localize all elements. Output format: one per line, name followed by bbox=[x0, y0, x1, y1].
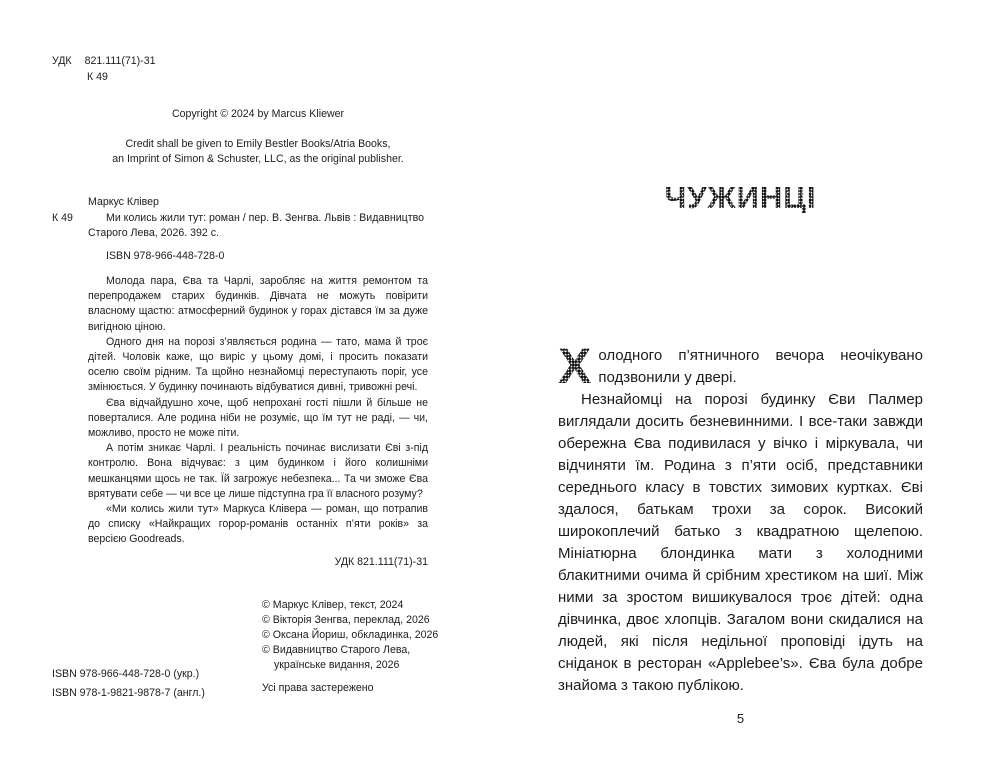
opening-text: олодного п’ятничного вечора неочікувано подзвонили у двері. bbox=[598, 347, 923, 386]
author-code: К 49 bbox=[87, 71, 108, 83]
catalog-isbn: ISBN 978-966-448-728-0 bbox=[106, 250, 225, 262]
copyright-credit-line: © Видавництво Старого Лева, українське видання, 2026 bbox=[262, 644, 411, 671]
udk-footer: УДК 821.111(71)-31 bbox=[334, 556, 428, 568]
page-number: 5 bbox=[736, 711, 745, 726]
copyright-notice: Copyright © 2024 by Marcus Kliewer bbox=[171, 108, 345, 120]
credit-note-line: an Imprint of Simon & Schuster, LLC, as the original publisher. bbox=[112, 153, 404, 165]
catalog-margin-code: К 49 bbox=[52, 212, 73, 224]
udk-number: 821.111(71)-31 bbox=[84, 55, 156, 67]
catalog-entry: Ми колись жили тут: роман / пер. В. Зенгва. Львів : Видавництво Старого Лева, 2026. 392 с. bbox=[88, 212, 424, 239]
annotation-paragraph: Єва відчайдушно хоче, щоб непрохані гості пішли й більше не поверталися. Але родина ніби не розуміє, що їм тут не раді, — чи, можливо, просто не може піти. bbox=[88, 396, 428, 440]
copyright-credit-line: © Вікторія Зенгва, переклад, 2026 bbox=[262, 614, 430, 626]
opening-paragraph bbox=[558, 338, 923, 394]
body-paragraph: Незнайомці на порозі будинку Єви Палмер виглядали досить безневинними. І все-таки завжди обережна Єва подивилася у вічко і міркувала, чи відчиняти їм. Родина з п’яти осіб, представники середнього класу в товстих зимових куртках. Єві здалося, батькам трохи за сорок. Високий широкоплечий батько з квадратною щелепою. Мініатюрна блондинка мати з холодними блакитними очима й срібним хрестиком на шиї. Між ними за зростом вишикувалося троє дітей: одна дівчинка, двоє хлопців. Загалом вони скидалися на людей, які після недільної проповіді ідуть на сніданок в ресторан «Applebee’s». Єва була добре знайома з такою публікою. bbox=[558, 391, 923, 694]
annotation-paragraph: Молода пара, Єва та Чарлі, заробляє на життя ремонтом та перепродажем старих будинків. Дівчата не можуть повірити власному щастю: атмосферний будинок у горах дістався їм за дуже вигідною ціною. bbox=[88, 275, 428, 333]
isbn-ukrainian: ISBN 978-966-448-728-0 (укр.) bbox=[52, 668, 200, 680]
catalog-author: Маркус Клівер bbox=[88, 196, 159, 208]
annotation-paragraph: А потім зникає Чарлі. І реальність починає вислизати Єві з-під контролю. Вона відчуває: з цим будинком і його колишніми мешканцями щось не так. Їй загрожує небезпека... Та чи зможе Єва врятувати себе — чи все це лише підступна гра її власного розуму? bbox=[88, 442, 428, 500]
credit-note bbox=[88, 137, 428, 167]
copyright-credit-line: © Маркус Клівер, текст, 2024 bbox=[262, 599, 404, 611]
isbn-english: ISBN 978-1-9821-9878-7 (англ.) bbox=[52, 687, 205, 699]
credit-note-line: Credit shall be given to Emily Bestler Books/Atria Books, bbox=[125, 138, 391, 150]
udk-header bbox=[52, 55, 155, 67]
copyright-credit-line: © Оксана Йориш, обкладинка, 2026 bbox=[262, 629, 439, 641]
rights-reserved: Усі права застережено bbox=[262, 682, 374, 694]
udk-label: УДК bbox=[52, 55, 72, 67]
annotation-paragraph: «Ми колись жили тут» Маркуса Клівера — роман, що потрапив до списку «Найкращих горор-романів останніх п’яти років» за версією Goodreads. bbox=[88, 503, 428, 546]
isbn-block bbox=[52, 665, 205, 703]
annotation-block bbox=[88, 274, 428, 548]
drop-cap: Х bbox=[558, 338, 592, 394]
copyright-credits bbox=[262, 598, 440, 673]
annotation-paragraph: Одного дня на порозі з’являється родина — тато, мама й троє дітей. Чоловік каже, що виріс у цьому домі, і просить показати оселю своїм рідним. Та щойно незнайомці переступають поріг, усе змінюється. У будинку починають відбуватися дивні, тривожні речі. bbox=[88, 335, 428, 394]
chapter-title: ЧУЖИНЦІ bbox=[558, 182, 923, 213]
chapter-body bbox=[558, 338, 923, 697]
